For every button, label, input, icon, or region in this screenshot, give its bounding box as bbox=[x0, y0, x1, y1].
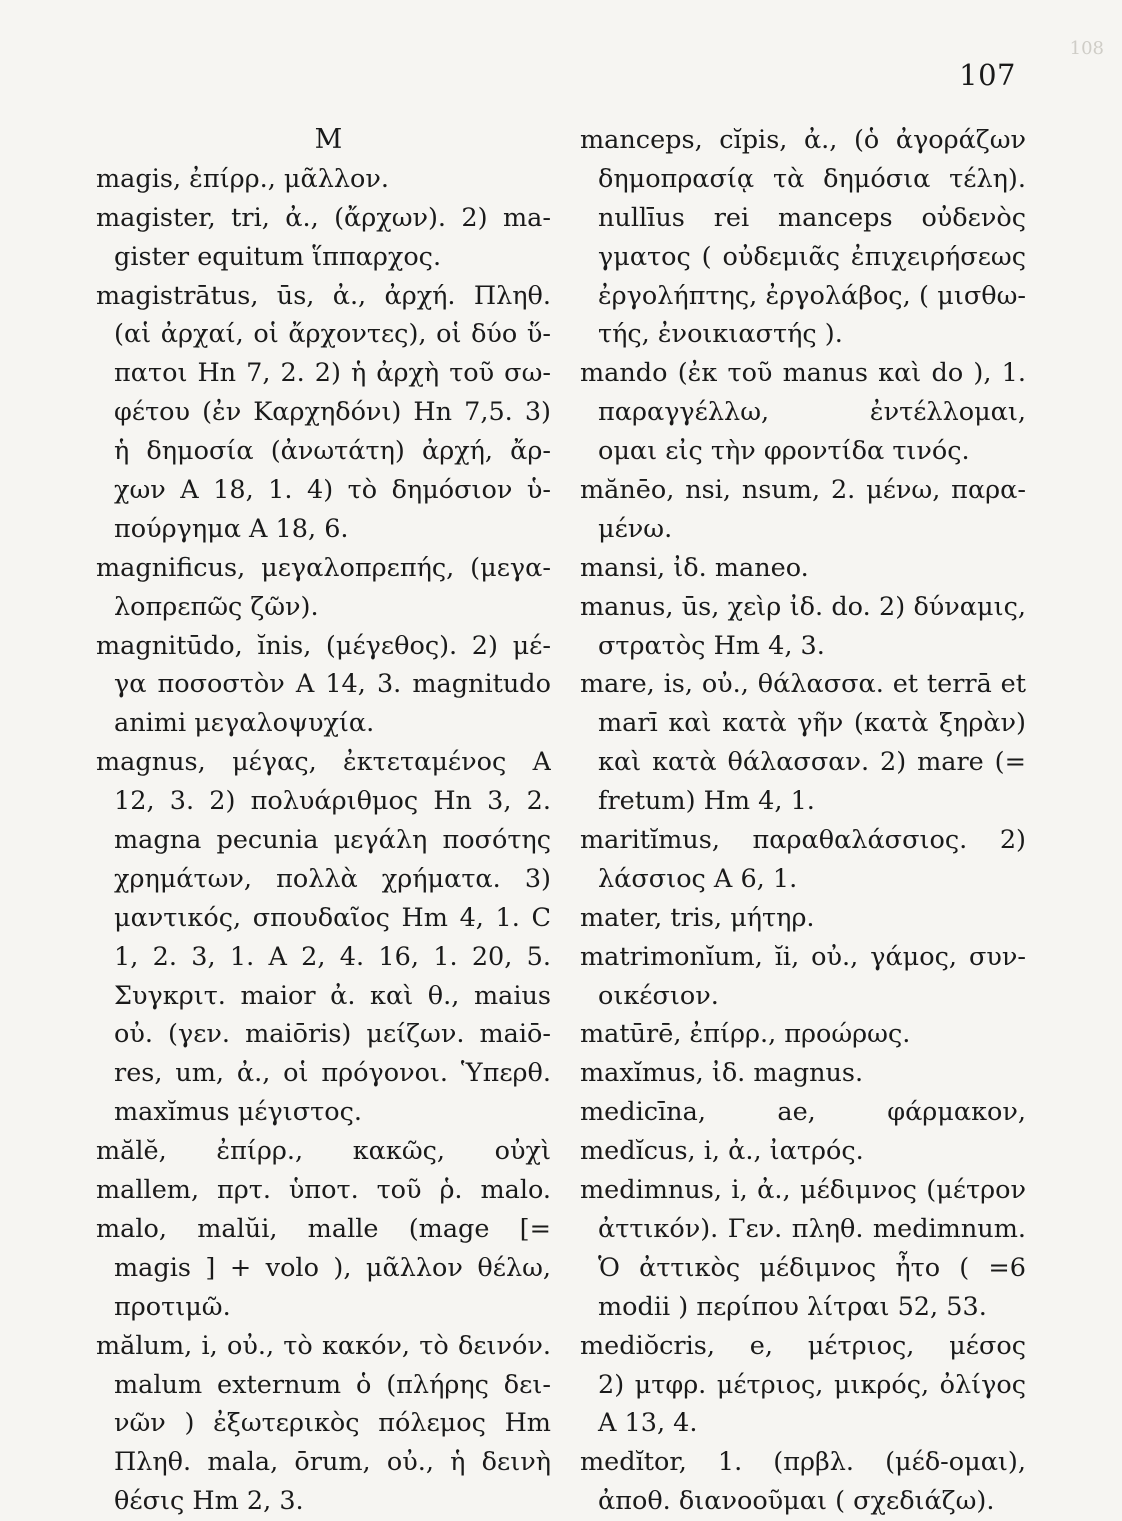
right-entries bbox=[580, 121, 1026, 1521]
dictionary-line: Ὁ ἀττικὸς μέδιμνος ἦτο ( =6 bbox=[598, 1252, 1026, 1283]
dictionary-line: A 13, 4. bbox=[598, 1408, 698, 1439]
right-column bbox=[580, 121, 1026, 1521]
dictionary-line: magister, tri, ἀ., (ἄρχων). 2) ma- bbox=[96, 202, 551, 233]
left-column bbox=[96, 121, 551, 1521]
dictionary-line: 1, 2. 3, 1. A 2, 4. 16, 1. 20, 5. bbox=[114, 941, 551, 972]
dictionary-line: πατοι Hn 7, 2. 2) ἡ ἀρχὴ τοῦ σω- bbox=[114, 358, 551, 389]
dictionary-line: στρατὸς Hm 4, 3. bbox=[598, 630, 825, 661]
dictionary-line: maxĭmus, ἰδ. magnus. bbox=[580, 1058, 864, 1089]
dictionary-line: mediŏcris, e, μέτριος, μέσος bbox=[580, 1330, 1026, 1361]
dictionary-line: matūrē, ἐπίρρ., προώρως. bbox=[580, 1019, 911, 1050]
dictionary-line: οὐ. (γεν. maiōris) μείζων. maiō- bbox=[114, 1019, 551, 1050]
dictionary-line: maritĭmus, παραθαλάσσιος. 2) bbox=[580, 825, 1026, 856]
dictionary-line: καὶ κατὰ θάλασσαν. 2) mare (= bbox=[598, 747, 1026, 778]
dictionary-line: χρημάτων, πολλὰ χρήματα. 3) bbox=[114, 863, 551, 894]
dictionary-line: res, um, ἀ., οἱ πρόγονοι. Ὑπερθ. bbox=[114, 1058, 551, 1089]
dictionary-line: malum externum ὁ (πλήρης δει- bbox=[114, 1369, 551, 1400]
dictionary-line: νῶν ) ἐξωτερικὸς πόλεμος Hm bbox=[114, 1408, 551, 1439]
left-entries bbox=[96, 160, 551, 1521]
dictionary-line: medĭcus, i, ἀ., ἰατρός. bbox=[580, 1136, 864, 1167]
dictionary-line: mălĕ, ἐπίρρ., κακῶς, οὐχὶ bbox=[96, 1136, 551, 1167]
dictionary-line: magistrātus, ūs, ἀ., ἀρχή. Πληθ. bbox=[96, 280, 551, 311]
dictionary-line: γματος ( οὐδεμιᾶς ἐπιχειρήσεως bbox=[598, 241, 1026, 272]
dictionary-line: magis, ἐπίρρ., μᾶλλον. bbox=[96, 163, 389, 194]
dictionary-line: προτιμῶ. bbox=[114, 1291, 231, 1322]
dictionary-line: medimnus, i, ἀ., μέδιμνος (μέτρον bbox=[580, 1175, 1026, 1206]
bleed-through-mark: 108 bbox=[1069, 38, 1104, 59]
dictionary-line: mălum, i, οὐ., τὸ κακόν, τὸ δεινόν. bbox=[96, 1330, 551, 1361]
dictionary-line: maxĭmus μέγιστος. bbox=[114, 1097, 362, 1128]
dictionary-line: Συγκριτ. maior ἀ. καὶ θ., maius bbox=[114, 980, 551, 1011]
dictionary-line: magis ] + volo ), μᾶλλον θέλω, bbox=[114, 1252, 551, 1283]
dictionary-line: matrimonĭum, ĭi, οὐ., γάμος, συν- bbox=[580, 941, 1026, 972]
dictionary-line: magna pecunia μεγάλη ποσότης bbox=[114, 825, 551, 856]
dictionary-line: λάσσιος A 6, 1. bbox=[598, 863, 798, 894]
dictionary-line: mallem, πρτ. ὑποτ. τοῦ ῥ. malo. bbox=[96, 1175, 551, 1206]
dictionary-line: παραγγέλλω, ἐντέλλομαι, bbox=[598, 397, 1026, 428]
dictionary-line: malo, malŭi, malle (mage [= bbox=[96, 1213, 551, 1244]
dictionary-line: modii ) περίπου λίτραι 52, 53. bbox=[598, 1291, 987, 1322]
dictionary-line: οικέσιον. bbox=[598, 980, 719, 1011]
dictionary-line: marī καὶ κατὰ γῆν (κατὰ ξηρὰν) bbox=[598, 708, 1026, 739]
dictionary-line: ἀττικόν). Γεν. πληθ. medimnum. bbox=[598, 1213, 1026, 1244]
dictionary-line: ἡ δημοσία (ἀνωτάτη) ἀρχή, ἄρ- bbox=[114, 436, 551, 467]
dictionary-line: medĭtor, 1. (πρβλ. (μέδ-ομαι), bbox=[580, 1447, 1026, 1478]
dictionary-line: ομαι εἰς τὴν φροντίδα τινός. bbox=[598, 436, 970, 467]
page-number: 107 bbox=[959, 58, 1016, 92]
dictionary-line: mănēo, nsi, nsum, 2. μένω, παρα- bbox=[580, 475, 1026, 506]
dictionary-line: magnitūdo, ĭnis, (μέγεθος). 2) μέ- bbox=[96, 630, 551, 661]
dictionary-line: δημοπρασίᾳ τὰ δημόσια τέλη). bbox=[598, 163, 1026, 194]
dictionary-line: nullīus rei manceps οὐδενὸς bbox=[598, 202, 1026, 233]
dictionary-line: medicīna, ae, φάρμακον, bbox=[580, 1097, 1026, 1128]
dictionary-line: magnificus, μεγαλοπρεπής, (μεγα- bbox=[96, 552, 551, 583]
dictionary-line: γα ποσοστὸν A 14, 3. magnitudo bbox=[114, 669, 551, 700]
dictionary-line: (αἱ ἀρχαί, οἱ ἄρχοντες), οἱ δύο ὕ- bbox=[114, 319, 551, 350]
dictionary-line: θέσις Hm 2, 3. bbox=[114, 1486, 304, 1517]
dictionary-line: manceps, cĭpis, ἀ., (ὁ ἀγοράζων bbox=[580, 125, 1026, 155]
dictionary-line: Πληθ. mala, ōrum, οὐ., ἡ δεινὴ bbox=[114, 1447, 551, 1478]
dictionary-line: λοπρεπῶς ζῶν). bbox=[114, 591, 319, 622]
dictionary-line: 12, 3. 2) πολυάριθμος Hn 3, 2. bbox=[114, 786, 551, 817]
dictionary-line: φέτου (ἐν Καρχηδόνι) Hn 7,5. 3) bbox=[114, 397, 551, 428]
dictionary-line: πούργημα A 18, 6. bbox=[114, 513, 349, 544]
dictionary-line: mare, is, οὐ., θάλασσα. et terrā et bbox=[580, 669, 1026, 700]
dictionary-line: mando (ἐκ τοῦ manus καὶ do ), 1. bbox=[580, 358, 1026, 389]
dictionary-line: manus, ūs, χεὶρ ἰδ. do. 2) δύναμις, bbox=[580, 591, 1026, 622]
dictionary-line: χων A 18, 1. 4) τὸ δημόσιον ὑ- bbox=[114, 475, 551, 506]
dictionary-line: gister equitum ἵππαρχος. bbox=[114, 241, 442, 272]
dictionary-line: τής, ἐνοικιαστής ). bbox=[598, 319, 843, 350]
dictionary-line: ἀποθ. διανοοῦμαι ( σχεδιάζω). bbox=[598, 1486, 995, 1517]
dictionary-line: mansi, ἰδ. maneo. bbox=[580, 552, 809, 583]
dictionary-line: μαντικός, σπουδαῖος Hm 4, 1. C bbox=[114, 902, 551, 933]
dictionary-line: magnus, μέγας, ἐκτεταμένος A bbox=[96, 747, 551, 778]
dictionary-line: animi μεγαλοψυχία. bbox=[114, 708, 375, 739]
dictionary-line: μένω. bbox=[598, 513, 673, 544]
dictionary-line: ἐργολήπτης, ἐργολάβος, ( μισθω- bbox=[598, 280, 1026, 311]
section-letter-heading: M bbox=[314, 124, 343, 155]
dictionary-line: 2) μτφρ. μέτριος, μικρός, ὀλίγος bbox=[598, 1369, 1026, 1400]
dictionary-line: mater, tris, μήτηρ. bbox=[580, 902, 815, 933]
dictionary-line: fretum) Hm 4, 1. bbox=[598, 786, 815, 817]
